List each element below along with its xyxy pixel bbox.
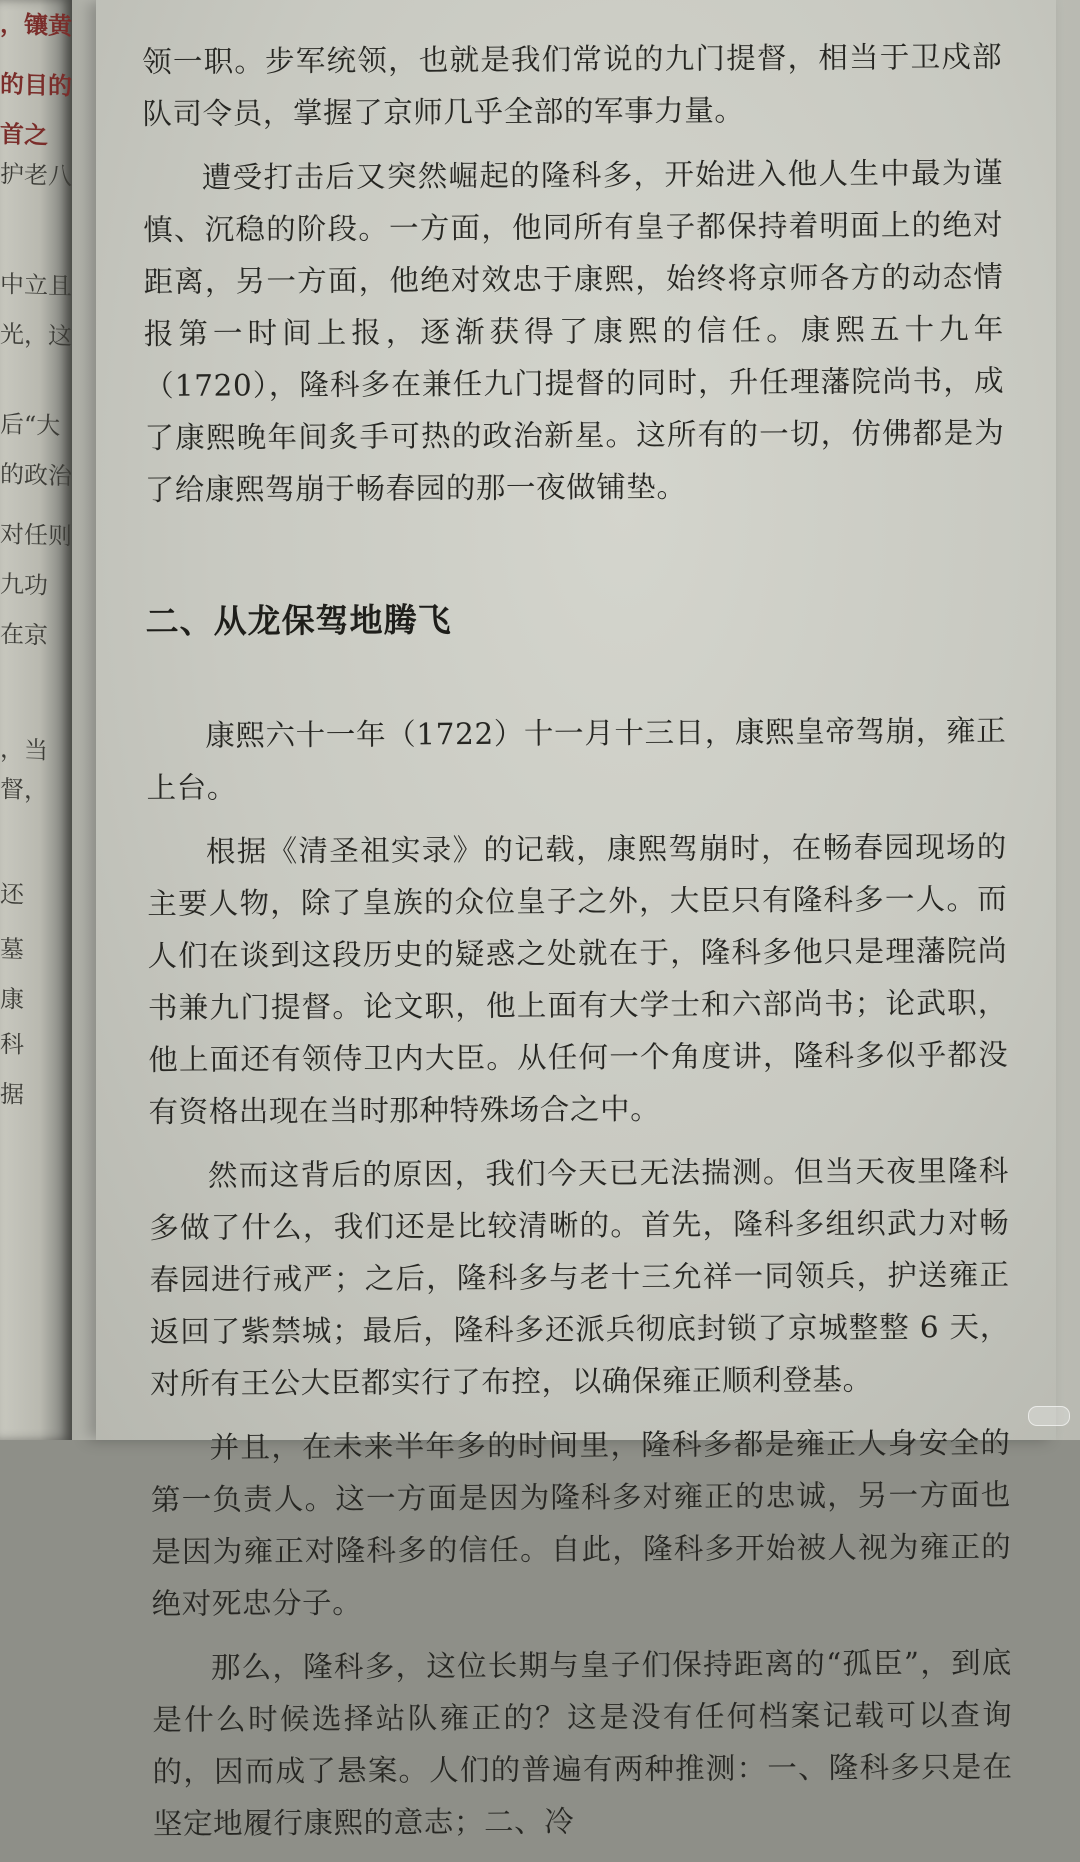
paragraph-5: 然而这背后的原因，我们今天已无法揣测。但当天夜里隆科多做了什么，我们还是比较清晰的。首先，隆科多组织武力对畅春园进行戒严；之后，隆科多与老十三允祥一同领兵，护送雍正返回了紫禁城；最后，隆科多还派兵彻底封锁了京城整整 6 天，对所有王公大臣都实行了布控，以确保雍正顺利登基。	[149, 1153, 1011, 1401]
left-page-fragment: ，当	[0, 734, 48, 765]
left-page-fragment: 九功	[0, 569, 48, 600]
left-page-fragment: 在京	[0, 619, 48, 650]
paragraph-3: 康熙六十一年（1722）十一月十三日，康熙皇帝驾崩，雍正上台。	[146, 713, 1007, 805]
left-page-fragment: 首之	[0, 118, 48, 150]
left-page-fragment: 护老八	[0, 159, 72, 191]
left-page-fragment: 康	[0, 984, 24, 1014]
paragraph-7: 那么，隆科多，这位长期与皇子们保持距离的“孤臣”，到底是什么时候选择站队雍正的？这是没有任何档案记载可以查询的，因而成了悬案。人们的普遍有两种推测：一、隆科多只是在坚定地履行康熙的意志；二、冷	[152, 1645, 1013, 1841]
left-page-edge	[0, 0, 72, 1440]
paragraph-1: 领一职。步军统领，也就是我们常说的九门提督，相当于卫戍部队司令员，掌握了京师几乎全部的军事力量。	[142, 39, 1003, 131]
left-page-fragment: 据	[0, 1079, 24, 1109]
left-page-fragment: ，镶黄	[0, 8, 72, 41]
paragraph-6: 并且，在未来半年多的时间里，隆科多都是雍正人身安全的第一负责人。这一方面是因为隆科多对雍正的忠诚，另一方面也是因为雍正对隆科多的信任。自此，隆科多开始被人视为雍正的绝对死忠分子。	[150, 1425, 1012, 1621]
left-page-fragment: 对任则	[0, 519, 72, 551]
paragraph-4: 根据《清圣祖实录》的记载，康熙驾崩时，在畅春园现场的主要人物，除了皇族的众位皇子之外，大臣只有隆科多一人。而人们在谈到这段历史的疑惑之处就在于，隆科多他只是理藩院尚书兼九门提督。论文职，他上面有大学士和六部尚书；论武职，他上面还有领侍卫内大臣。从任何一个角度讲，隆科多似乎都没有资格出现在当时那种特殊场合之中。	[147, 829, 1009, 1129]
book-page	[96, 0, 1056, 1841]
left-page-fragment: 科	[0, 1029, 24, 1059]
left-page-fragment: 督，	[0, 774, 48, 805]
left-page-fragment: 墓	[0, 934, 24, 964]
paragraph-2: 遭受打击后又突然崛起的隆科多，开始进入他人生中最为谨慎、沉稳的阶段。一方面，他同所有皇子都保持着明面上的绝对距离，另一方面，他绝对效忠于康熙，始终将京师各方的动态情报第一时间上报，逐渐获得了康熙的信任。康熙五十九年（1720），隆科多在兼任九门提督的同时，升任理藩院尚书，成了康熙晚年间炙手可热的政治新星。这所有的一切，仿佛都是为了给康熙驾崩于畅春园的那一夜做铺垫。	[143, 155, 1005, 507]
text-column	[142, 31, 1013, 1862]
left-page-fragment: 的政治	[0, 459, 72, 491]
left-page-fragment: 还	[0, 879, 24, 909]
left-page-fragment: 的目的	[0, 68, 72, 101]
section-heading: 二、从龙保驾地腾飞	[145, 600, 452, 641]
left-page-fragment: 中立且	[0, 269, 72, 301]
watermark-badge	[1028, 1406, 1070, 1426]
left-page-fragment: 后“大	[0, 409, 61, 441]
left-page-fragment: 光，这	[0, 319, 72, 351]
